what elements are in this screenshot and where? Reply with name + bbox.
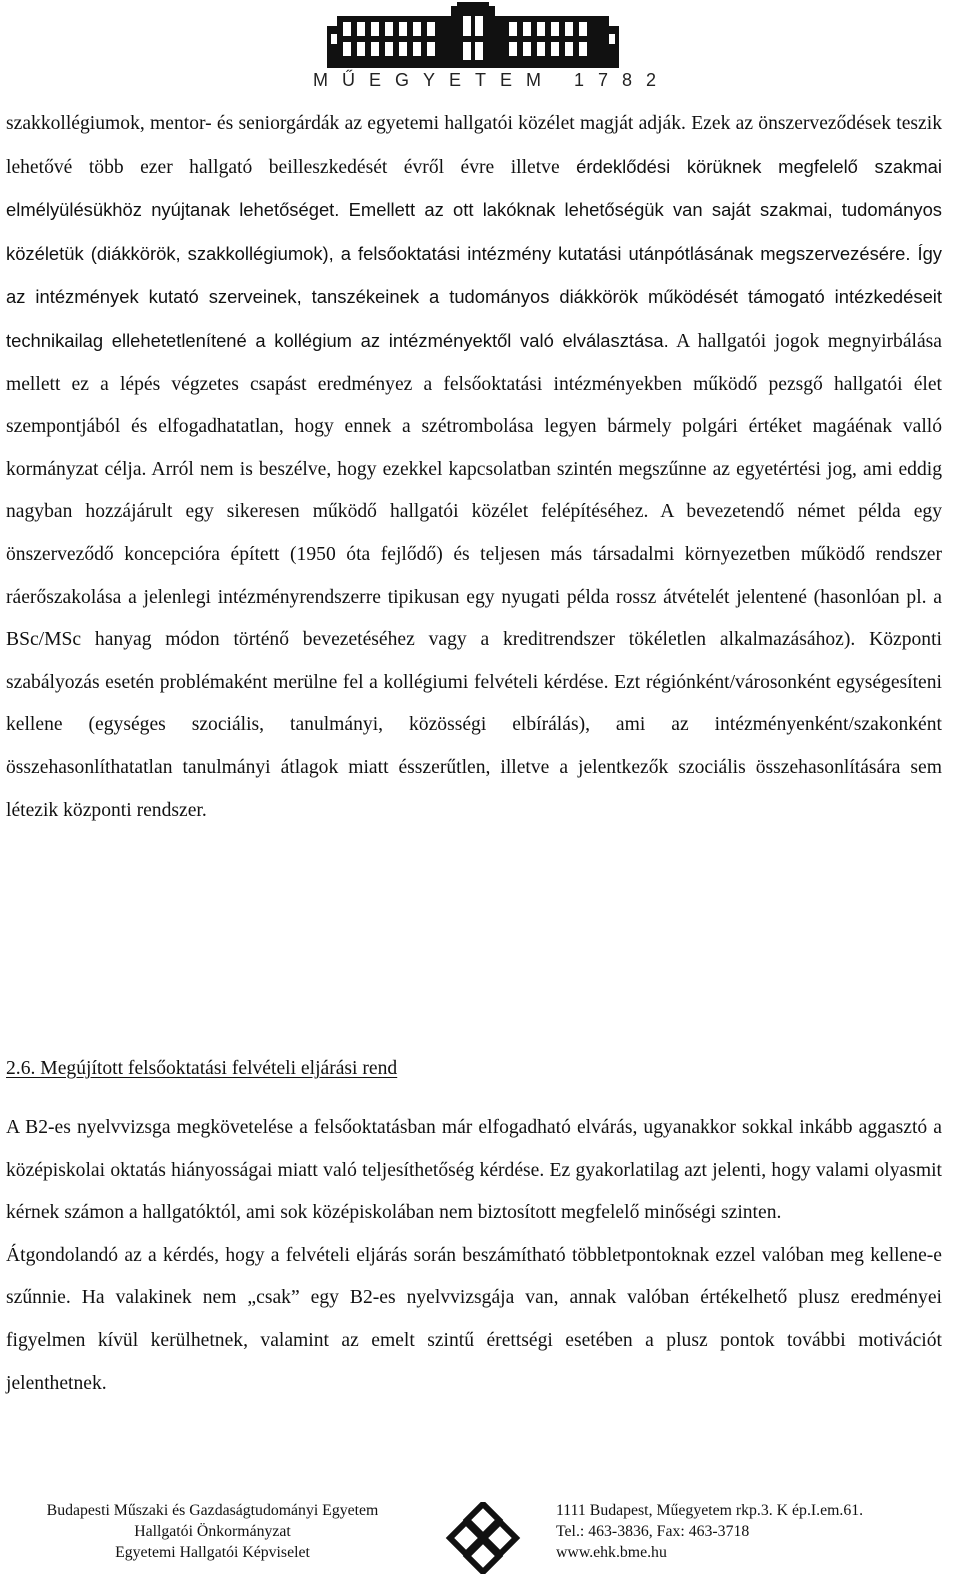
footer-left-line-3: Egyetemi Hallgatói Képviselet [115,1544,310,1561]
paragraph-serif-segment: szakkollégiumok, mentor- és seniorgárdák az egyetemi hallgatói közélet magját adják. Ezek az önszerveződések teszik lehetővé több ezer hallgató beilleszkedését évről évre illetve [6,113,942,178]
university-building-icon [319,0,627,70]
footer-phone: Tel.: 463-3836, Fax: 463-3718 [556,1523,750,1540]
footer-organization [10,1500,415,1563]
logo-caption: MŰEGYETEM 1782 [313,70,671,90]
footer-address: 1111 Budapest, Műegyetem rkp.3. K ép.I.em.61. [556,1502,864,1519]
footer-contact [556,1500,946,1563]
footer-website: www.ehk.bme.hu [556,1544,667,1561]
section-text [6,1107,942,1405]
section-heading: 2.6. Megújított felsőoktatási felvételi eljárási rend [6,1058,398,1079]
ehk-logo [442,1502,524,1574]
main-text [6,103,942,832]
section-paragraph-2: Átgondolandó az a kérdés, hogy a felvételi eljárás során beszámítható többletpontoknak ezzel valóban meg kellene-e szűnnie. Ha valakinek nem „csak” egy B2-es nyelvvizsgája van, annak valóban értékelhető plusz eredményei figyelmen kívül kerülhetnek, valamint az emelt szintű érettségi esetében a plusz pontok további motivációt jelenthetnek. [6,1244,942,1394]
university-logo [313,0,671,96]
footer-left-line-1: Budapesti Műszaki és Gazdaságtudományi Egyetem [46,1502,379,1519]
footer-left-line-2: Hallgatói Önkormányzat [134,1523,291,1540]
ehk-emblem-icon [442,1502,524,1574]
paragraph-sans-segment: érdeklődési körüknek megfelelő szakmai elmélyülésükhöz nyújtanak lehetőséget. Emellett az ott lakóknak lehetőségük van saját szakmai, tudományos közéletük (diákkörök, szakkollégiumok), a felsőoktatási intézmény kutatási utánpótlásának megszervezésére. Így az intézmények kutató szerveinek, tanszékeinek a tudományos diákkörök működését támogató intézkedéseit technikailag ellehetetlenítené a kollégium az intézményektől való elválasztása. [6,155,942,351]
document-footer [0,1500,960,1593]
paragraph-serif-segment-2: A hallgatói jogok megnyirbálása mellett ez a lépés végzetes csapást eredményez a felsőoktatási intézményekben működő pezsgő hallgatói élet szempontjából és elfogadhatatlan, hogy ennek a szétrombolása legyen bármely polgári értéket magáénak valló kormányzat célja. Arról nem is beszélve, hogy ezekkel kapcsolatban szintén megszűnne az egyetértési jog, ami eddig nagyban hozzájárult egy sikeresen működő hallgatói közélet felépítéséhez. A bevezetendő német példa egy önszerveződő koncepcióra épített (1950 óta fejlődő) és teljesen más társadalmi környezetben működő rendszer ráerőszakolása a jelenlegi intézményrendszerre tipikusan egy nyugati példa rossz átvételét jelentené (hasonlóan pl. a BSc/MSc hanyag módon történő bevezetéséhez vagy a kreditrendszer tökéletlen alkalmazásához). Központi szabályozás esetén problémaként merülne fel a kollégiumi felvételi kérdése. Ezt régiónként/városonként egységesíteni kellene (egységes szociális, tanulmányi, közösségi elbírálás), ami az intézményenként/szakonként összehasonlíthatatlan tanulmányi átlagok miatt ésszerűtlen, illetve a jelentkezők szociális összehasonlítására sem létezik központi rendszer. [6,330,942,821]
section-paragraph-1: A B2-es nyelvvizsga megkövetelése a felsőoktatásban már elfogadható elvárás, ugyanakkor sokkal inkább aggasztó a középiskolai oktatás hiányosságai miatt való teljesíthetőség kérdése. Ez gyakorlatilag azt jelenti, hogy valami olyasmit kérnek számon a hallgatóktól, ami sok középiskolában nem biztosított megfelelő minőségi szinten. [6,1117,942,1224]
paragraph-continuation [6,103,942,832]
